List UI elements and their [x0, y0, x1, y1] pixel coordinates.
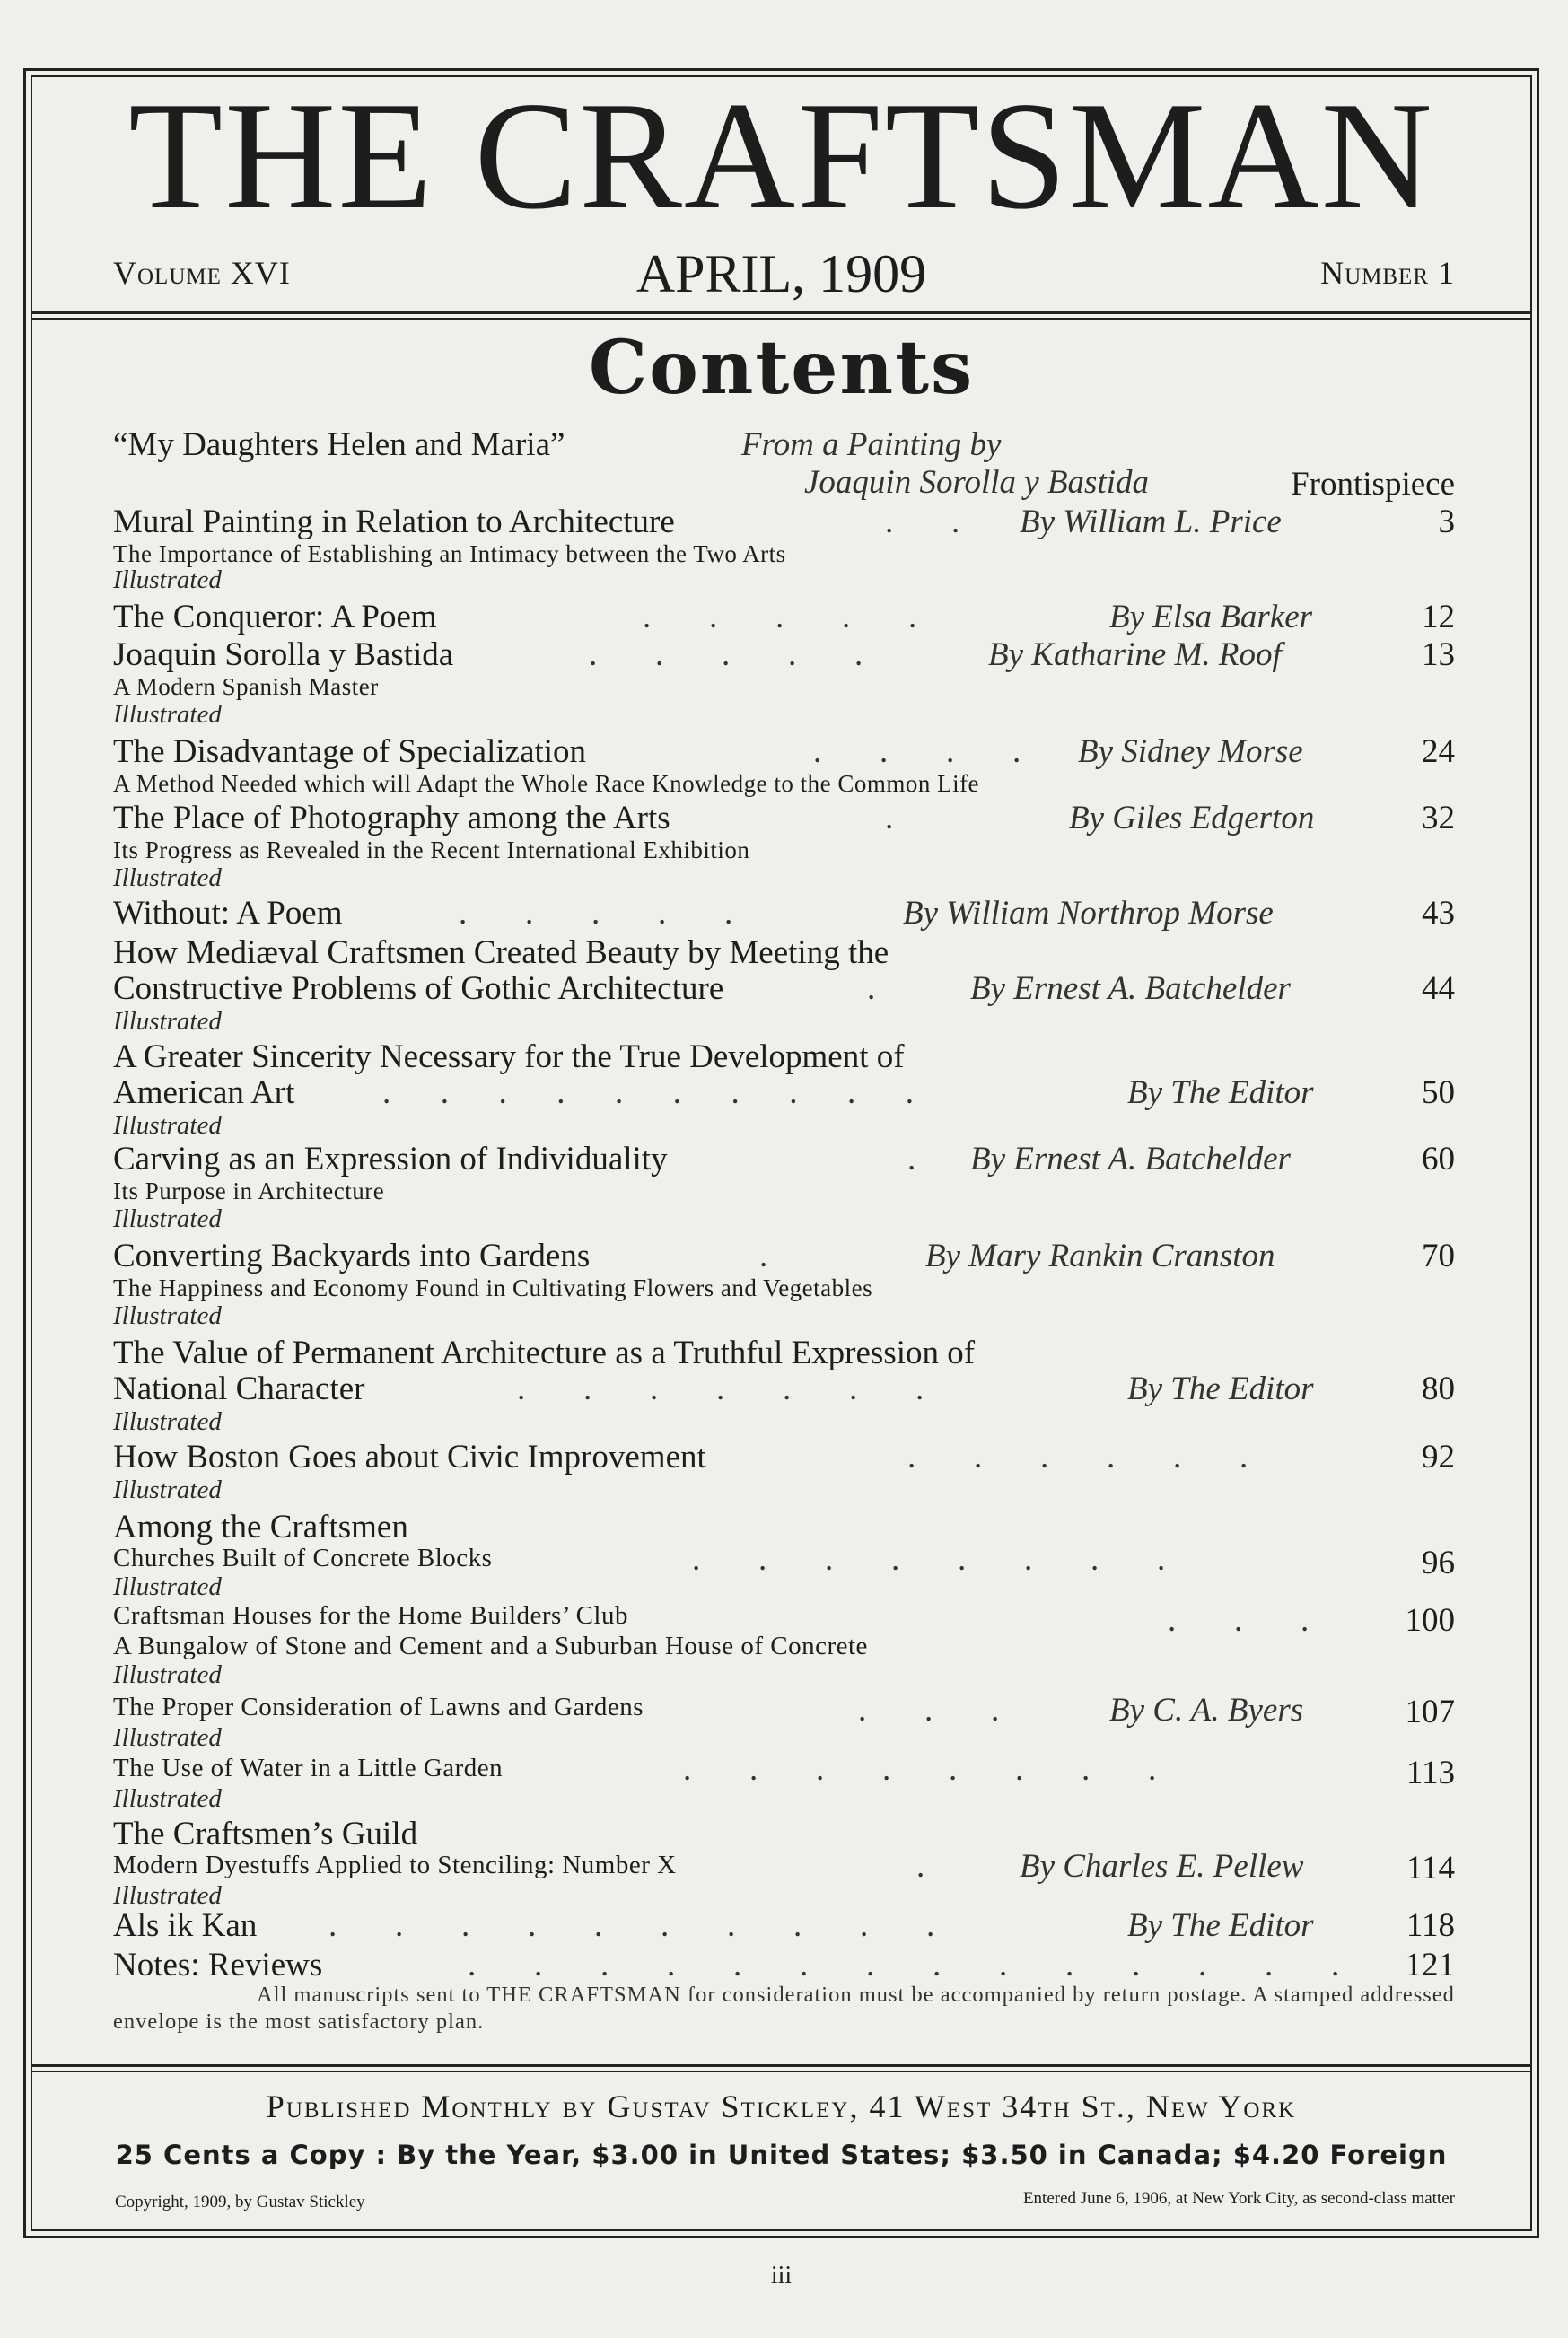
entry-page: 13: [1422, 636, 1455, 673]
entry-author: By Sidney Morse: [1078, 733, 1303, 770]
divider: [31, 318, 1532, 320]
entry-page: 43: [1422, 895, 1455, 932]
entry-subtitle: A Modern Spanish Master: [113, 673, 379, 700]
entry-title: The Value of Permanent Architecture as a Truthful Expression of: [113, 1335, 976, 1371]
entry-title: The Place of Photography among the Arts: [113, 800, 670, 836]
entry-subtitle: A Method Needed which will Adapt the Whole Race Knowledge to the Common Life: [113, 770, 980, 797]
leader-dots: .: [759, 1238, 768, 1274]
volume-label: Volume XVI: [113, 255, 291, 291]
leader-dots: .: [867, 970, 876, 1007]
entry-author: By Giles Edgerton: [1069, 800, 1315, 836]
entry-title: A Greater Sincerity Necessary for the True Development of: [113, 1038, 905, 1075]
entry-page: 114: [1406, 1850, 1455, 1887]
masthead-title: THE CRAFTSMAN: [128, 71, 1434, 241]
entry-title: Modern Dyestuffs Applied to Stenciling: Number X: [113, 1851, 677, 1879]
entry-title-line2: Constructive Problems of Gothic Architecture: [113, 970, 724, 1007]
entry-illustrated: Illustrated: [113, 700, 222, 729]
entry-illustrated: Illustrated: [113, 1111, 222, 1140]
entry-page: 118: [1406, 1907, 1455, 1944]
entry-title: Mural Painting in Relation to Architecture: [113, 504, 675, 540]
entry-author: From a Painting by: [741, 426, 1002, 463]
entry-title: “My Daughters Helen and Maria”: [113, 426, 565, 463]
leader-dots: . . . . . . . . . . . . . .: [468, 1947, 1340, 1983]
entry-author: By The Editor: [1127, 1074, 1314, 1111]
leader-dots: . . . . .: [459, 895, 733, 932]
leader-dots: . .: [885, 504, 960, 540]
entry-illustrated: Illustrated: [113, 1784, 222, 1813]
entry-author: By C. A. Byers: [1109, 1692, 1304, 1729]
entry-subtitle: A Bungalow of Stone and Cement and a Suburban House of Concrete: [113, 1632, 868, 1660]
entry-title: Joaquin Sorolla y Bastida: [113, 636, 454, 673]
entry-title: The Disadvantage of Specialization: [113, 733, 587, 770]
entry-page: 100: [1405, 1602, 1455, 1639]
number-label: Number 1: [1320, 255, 1455, 291]
entry-page: 96: [1422, 1545, 1455, 1581]
entry-subtitle: Its Progress as Revealed in the Recent International Exhibition: [113, 836, 750, 863]
section-title: The Craftsmen’s Guild: [113, 1816, 418, 1852]
entry-title: Churches Built of Concrete Blocks: [113, 1544, 493, 1572]
leader-dots: . . . . . . . . . .: [328, 1907, 935, 1944]
entry-author: By Ernest A. Batchelder: [970, 970, 1291, 1007]
entry-page: 60: [1422, 1141, 1455, 1178]
entry-title-line2: American Art: [113, 1074, 295, 1111]
entry-illustrated: Illustrated: [113, 1881, 222, 1910]
entry-illustrated: Illustrated: [113, 1301, 222, 1330]
entry-title: How Mediæval Craftsmen Created Beauty by Meeting the: [113, 934, 889, 971]
leader-dots: . . .: [858, 1692, 1000, 1729]
entry-subtitle: The Happiness and Economy Found in Cultivating Flowers and Vegetables: [113, 1274, 873, 1301]
entry-title: Converting Backyards into Gardens: [113, 1238, 591, 1274]
copyright: Copyright, 1909, by Gustav Stickley: [115, 2193, 365, 2211]
entry-illustrated: Illustrated: [113, 1204, 222, 1233]
leader-dots: .: [916, 1848, 925, 1885]
entry-illustrated: Illustrated: [113, 863, 222, 892]
leader-dots: . . . . . . . .: [683, 1751, 1157, 1788]
entry-author: By The Editor: [1127, 1370, 1314, 1407]
entry-author: By The Editor: [1127, 1907, 1314, 1944]
entry-title: How Boston Goes about Civic Improvement: [113, 1439, 706, 1475]
entry-author: Joaquin Sorolla y Bastida: [804, 464, 1150, 501]
entry-page: 70: [1422, 1238, 1455, 1274]
entry-page: 80: [1422, 1370, 1455, 1407]
entry-page: 121: [1405, 1947, 1455, 1983]
leader-dots: .: [907, 1141, 916, 1178]
entry-page: 92: [1422, 1439, 1455, 1475]
entry-page: 32: [1422, 800, 1455, 836]
entry-author: By Elsa Barker: [1109, 599, 1313, 635]
entry-illustrated: Illustrated: [113, 1007, 222, 1036]
entry-illustrated: Illustrated: [113, 1407, 222, 1436]
entry-subtitle: The Importance of Establishing an Intimacy between the Two Arts: [113, 540, 786, 567]
publisher-line: Published Monthly by Gustav Stickley, 41 West 34th St., New York: [266, 2088, 1297, 2124]
entry-page: 12: [1422, 599, 1455, 635]
leader-dots: . . . . . . . . . .: [382, 1074, 914, 1111]
entry-page: Frontispiece: [1291, 466, 1455, 503]
entry-notice: Entered June 6, 1906, at New York City, as second-class matter: [1022, 2189, 1455, 2208]
entry-author: By Mary Rankin Cranston: [925, 1238, 1275, 1274]
leader-dots: . . . . .: [643, 599, 917, 635]
entry-title: Notes: Reviews: [113, 1947, 323, 1983]
entry-illustrated: Illustrated: [113, 1572, 222, 1601]
section-title: Among the Craftsmen: [113, 1509, 408, 1546]
entry-author: By William Northrop Morse: [903, 895, 1274, 932]
entry-title: Without: A Poem: [113, 895, 343, 932]
entry-title: Craftsman Houses for the Home Builders’ Club: [113, 1601, 628, 1630]
contents-heading: Contents: [588, 325, 975, 411]
divider: [31, 2064, 1532, 2067]
entry-author: By Katharine M. Roof: [988, 636, 1282, 673]
leader-dots: . . .: [1168, 1602, 1310, 1639]
leader-dots: . . . . .: [589, 636, 863, 673]
entry-subtitle: Its Purpose in Architecture: [113, 1178, 385, 1204]
entry-title: The Proper Consideration of Lawns and Gardens: [113, 1693, 644, 1721]
leader-dots: . . . .: [813, 733, 1021, 770]
entry-author: By Charles E. Pellew: [1020, 1848, 1304, 1885]
entry-illustrated: Illustrated: [113, 565, 222, 594]
entry-author: By William L. Price: [1020, 504, 1282, 540]
leader-dots: .: [885, 800, 894, 836]
entry-title: Carving as an Expression of Individuality: [113, 1141, 668, 1178]
entry-page: 107: [1405, 1694, 1455, 1730]
entry-page: 50: [1422, 1074, 1455, 1111]
entry-title: The Use of Water in a Little Garden: [113, 1754, 504, 1782]
entry-illustrated: Illustrated: [113, 1475, 222, 1504]
manuscript-note: All manuscripts sent to THE CRAFTSMAN for consideration must be accompanied by return postage. A stamped addressed envelope is the most satisfactory plan.: [113, 1983, 1455, 2034]
entry-page: 3: [1438, 504, 1455, 540]
leader-dots: . . . . . .: [907, 1439, 1248, 1475]
leader-dots: . . . . . . .: [517, 1370, 924, 1407]
entry-illustrated: Illustrated: [113, 1660, 222, 1689]
entry-page: 113: [1406, 1755, 1455, 1791]
entry-page: 24: [1422, 733, 1455, 770]
divider: [31, 311, 1532, 314]
entry-author: By Ernest A. Batchelder: [970, 1141, 1291, 1178]
entry-title: Als ik Kan: [113, 1907, 258, 1944]
entry-page: 44: [1422, 970, 1455, 1007]
leader-dots: . . . . . . . .: [692, 1541, 1166, 1578]
entry-illustrated: Illustrated: [113, 1723, 222, 1752]
entry-title-line2: National Character: [113, 1370, 365, 1407]
divider: [31, 2071, 1532, 2072]
issue-date: APRIL, 1909: [635, 244, 927, 303]
entry-title: The Conqueror: A Poem: [113, 599, 437, 635]
price-line: 25 Cents a Copy : By the Year, $3.00 in United States; $3.50 in Canada; $4.20 Foreign: [115, 2140, 1448, 2170]
page-number: iii: [770, 2262, 793, 2290]
